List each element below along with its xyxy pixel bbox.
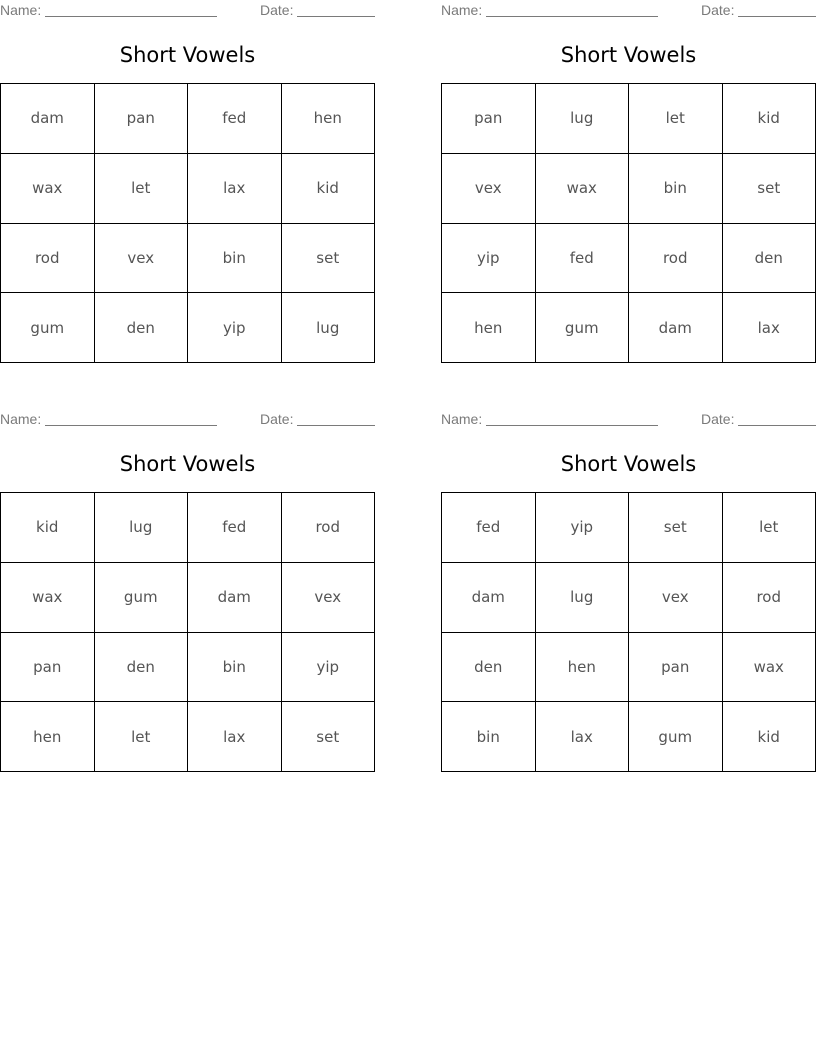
grid-cell: gum — [536, 293, 630, 363]
grid-cell: hen — [442, 293, 536, 363]
grid-cell: yip — [536, 493, 630, 563]
date-blank — [738, 16, 816, 17]
grid-cell: dam — [629, 293, 723, 363]
name-label: Name: — [0, 2, 42, 18]
date-blank — [738, 425, 816, 426]
grid-cell: set — [282, 224, 376, 294]
grid-cell: rod — [1, 224, 95, 294]
grid-cell: pan — [1, 633, 95, 703]
grid-cell: let — [95, 154, 189, 224]
name-blank — [486, 16, 658, 17]
grid-cell: gum — [1, 293, 95, 363]
grid-cell: wax — [1, 154, 95, 224]
grid-cell: let — [723, 493, 816, 563]
grid-cell: lug — [536, 84, 630, 154]
grid-cell: den — [95, 293, 189, 363]
grid-cell: bin — [188, 633, 282, 703]
grid-cell: pan — [629, 633, 723, 703]
grid-cell: yip — [282, 633, 376, 703]
grid-cell: fed — [442, 493, 536, 563]
grid-cell: hen — [1, 702, 95, 772]
grid-cell: pan — [442, 84, 536, 154]
name-date-line — [0, 2, 375, 20]
grid-cell: kid — [723, 702, 816, 772]
grid-cell: dam — [188, 563, 282, 633]
grid-cell: rod — [723, 563, 816, 633]
date-label: Date: — [701, 2, 735, 18]
date-label: Date: — [260, 411, 294, 427]
card-title: Short Vowels — [119, 452, 256, 476]
grid-cell: den — [723, 224, 816, 294]
grid-cell: fed — [536, 224, 630, 294]
card-title: Short Vowels — [560, 43, 697, 67]
grid-cell: set — [629, 493, 723, 563]
name-label: Name: — [441, 411, 483, 427]
name-label: Name: — [0, 411, 42, 427]
grid-cell: dam — [1, 84, 95, 154]
grid-cell: vex — [282, 563, 376, 633]
date-label: Date: — [260, 2, 294, 18]
word-grid — [0, 492, 375, 772]
grid-cell: let — [629, 84, 723, 154]
card-title: Short Vowels — [560, 452, 697, 476]
grid-cell: fed — [188, 84, 282, 154]
name-date-line — [441, 411, 816, 429]
grid-cell: yip — [442, 224, 536, 294]
name-blank — [45, 16, 217, 17]
grid-cell: set — [723, 154, 816, 224]
bingo-card-2 — [441, 0, 816, 360]
grid-cell: yip — [188, 293, 282, 363]
grid-cell: pan — [95, 84, 189, 154]
grid-cell: lax — [188, 154, 282, 224]
grid-cell: lax — [536, 702, 630, 772]
grid-cell: dam — [442, 563, 536, 633]
grid-cell: wax — [1, 563, 95, 633]
card-title: Short Vowels — [119, 43, 256, 67]
grid-cell: rod — [282, 493, 376, 563]
grid-cell: lug — [536, 563, 630, 633]
grid-cell: wax — [536, 154, 630, 224]
date-label: Date: — [701, 411, 735, 427]
grid-cell: den — [442, 633, 536, 703]
name-label: Name: — [441, 2, 483, 18]
grid-cell: rod — [629, 224, 723, 294]
grid-cell: gum — [95, 563, 189, 633]
date-blank — [297, 425, 375, 426]
bingo-card-1 — [0, 0, 375, 360]
grid-cell: vex — [95, 224, 189, 294]
grid-cell: fed — [188, 493, 282, 563]
grid-cell: vex — [629, 563, 723, 633]
grid-cell: kid — [282, 154, 376, 224]
grid-cell: lax — [723, 293, 816, 363]
grid-cell: wax — [723, 633, 816, 703]
grid-cell: vex — [442, 154, 536, 224]
grid-cell: bin — [629, 154, 723, 224]
grid-cell: kid — [723, 84, 816, 154]
grid-cell: gum — [629, 702, 723, 772]
grid-cell: hen — [282, 84, 376, 154]
name-date-line — [441, 2, 816, 20]
grid-cell: hen — [536, 633, 630, 703]
grid-cell: lug — [282, 293, 376, 363]
name-date-line — [0, 411, 375, 429]
word-grid — [441, 492, 816, 772]
grid-cell: let — [95, 702, 189, 772]
bingo-card-4 — [441, 409, 816, 769]
grid-cell: bin — [188, 224, 282, 294]
grid-cell: lax — [188, 702, 282, 772]
grid-cell: kid — [1, 493, 95, 563]
name-blank — [486, 425, 658, 426]
date-blank — [297, 16, 375, 17]
grid-cell: bin — [442, 702, 536, 772]
name-blank — [45, 425, 217, 426]
word-grid — [441, 83, 816, 363]
grid-cell: set — [282, 702, 376, 772]
bingo-card-3 — [0, 409, 375, 769]
grid-cell: den — [95, 633, 189, 703]
grid-cell: lug — [95, 493, 189, 563]
word-grid — [0, 83, 375, 363]
